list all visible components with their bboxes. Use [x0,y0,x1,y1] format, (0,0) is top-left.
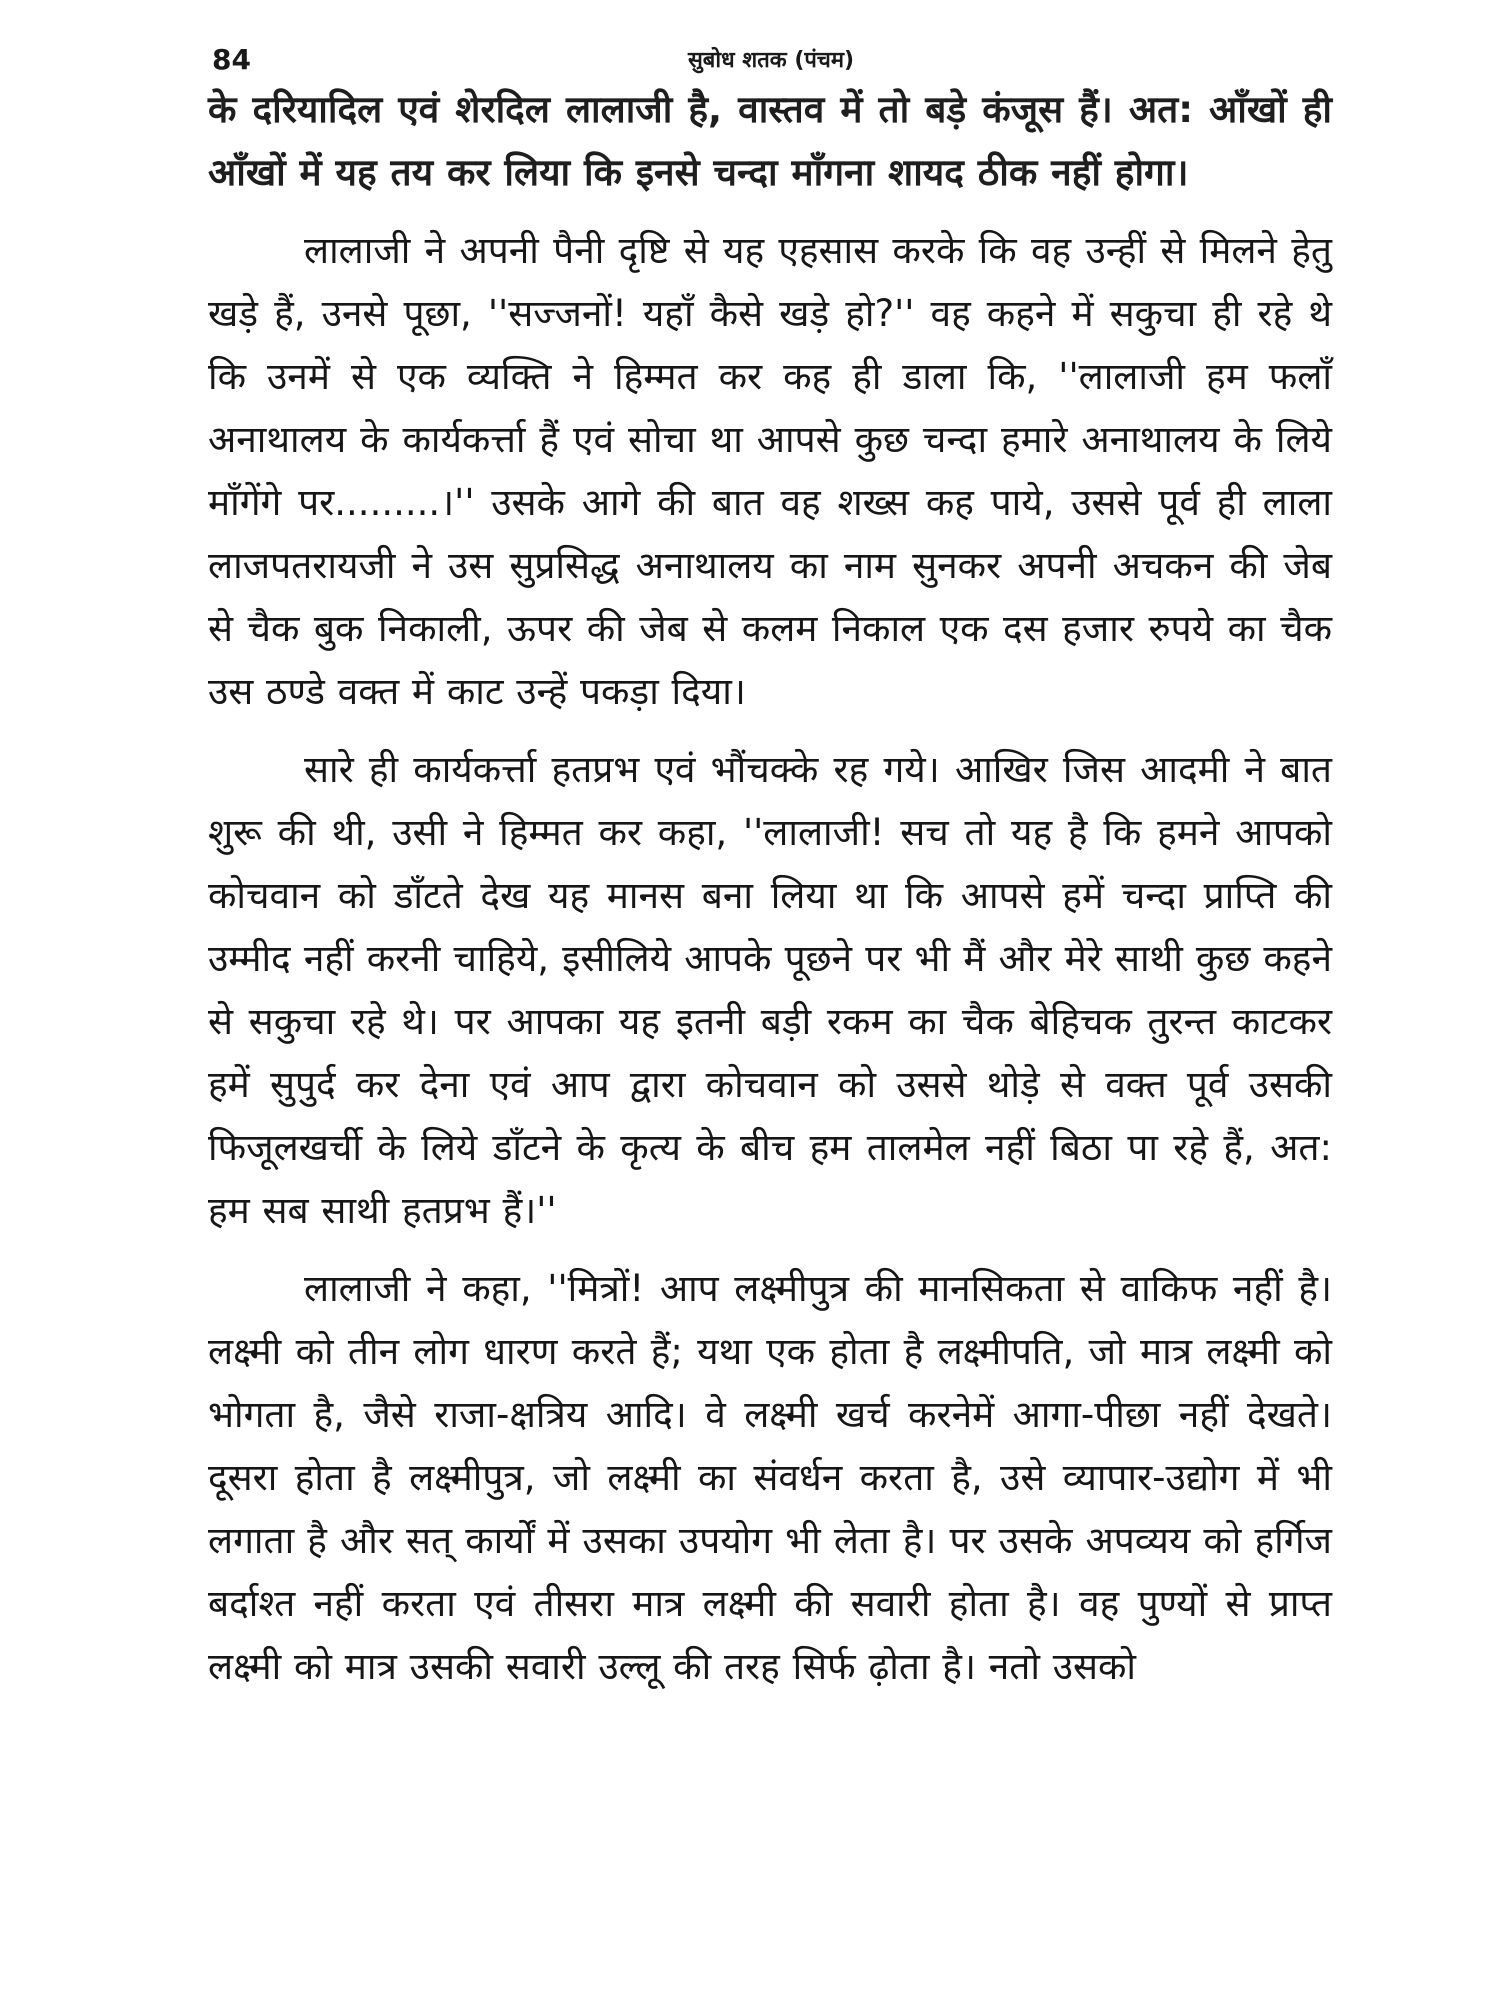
paragraph-lalaji-cheque: लालाजी ने अपनी पैनी दृष्टि से यह एहसास करके कि वह उन्हीं से मिलने हेतु खड़े हैं, उनसे पूछा, ''सज्जनों! यहाँ कैसे खड़े हो?'' वह कहने में सकुचा ही रहे थे कि उनमें से एक व्यक्ति ने हिम्मत कर कह ही डाला कि, ''लालाजी हम फलाँ अनाथालय के कार्यकर्त्ता हैं एवं सोचा था आपसे कुछ चन्दा हमारे अनाथालय के लिये माँगेंगे पर.........।'' उसके आगे की बात वह शख्स कह पाये, उससे पूर्व ही लाला लाजपतरायजी ने उस सुप्रसिद्ध अनाथालय का नाम सुनकर अपनी अचकन की जेब से चैक बुक निकाली, ऊपर की जेब से कलम निकाल एक दस हजार रुपये का चैक उस ठण्डे वक्त में काट उन्हें पकड़ा दिया। [208,229,1332,713]
paragraph-lakshmiputra: लालाजी ने कहा, ''मित्रों! आप लक्ष्मीपुत्र की मानसिकता से वाकिफ नहीं है। लक्ष्मी को तीन लोग धारण करते हैं; यथा एक होता है लक्ष्मीपति, जो मात्र लक्ष्मी को भोगता है, जैसे राजा-क्षत्रिय आदि। वे लक्ष्मी खर्च करनेमें आगा-पीछा नहीं देखते। दूसरा होता है लक्ष्मीपुत्र, जो लक्ष्मी का संवर्धन करता है, उसे व्यापार-उद्योग में भी लगाता है और सत् कार्यों में उसका उपयोग भी लेता है। पर उसके अपव्यय को हर्गिज बर्दाश्त नहीं करता एवं तीसरा मात्र लक्ष्मी की सवारी होता है। वह पुण्यों से प्राप्त लक्ष्मी को मात्र उसकी सवारी उल्लू की तरह सिर्फ ढ़ोता है। नतो उसको [208,1267,1332,1688]
page-number: 84 [212,43,251,76]
paragraph-workers-astonished: सारे ही कार्यकर्त्ता हतप्रभ एवं भौंचक्के रह गये। आखिर जिस आदमी ने बात शुरू की थी, उसी ने हिम्मत कर कहा, ''लालाजी! सच तो यह है कि हमने आपको कोचवान को डाँटते देख यह मानस बना लिया था कि आपसे हमें चन्दा प्राप्ति की उम्मीद नहीं करनी चाहिये, इसीलिये आपके पूछने पर भी मैं और मेरे साथी कुछ कहने से सकुचा रहे थे। पर आपका यह इतनी बड़ी रकम का चैक बेहिचक तुरन्त काटकर हमें सुपुर्द कर देना एवं आप द्वारा कोचवान को उससे थोड़े से वक्त पूर्व उसकी फिजूलखर्ची के लिये डाँटने के कृत्य के बीच हम तालमेल नहीं बिठा पा रहे हैं, अत: हम सब साथी हतप्रभ हैं।'' [208,748,1332,1232]
body-text [208,78,1332,1698]
running-title: सुबोध शतक (पंचम) [687,48,855,73]
paragraph-continued: के दरियादिल एवं शेरदिल लालाजी है, वास्तव में तो बड़े कंजूस हैं। अत: आँखों ही आँखों में यह तय कर लिया कि इनसे चन्दा माँगना शायद ठीक नहीं होगा। [208,88,1332,194]
